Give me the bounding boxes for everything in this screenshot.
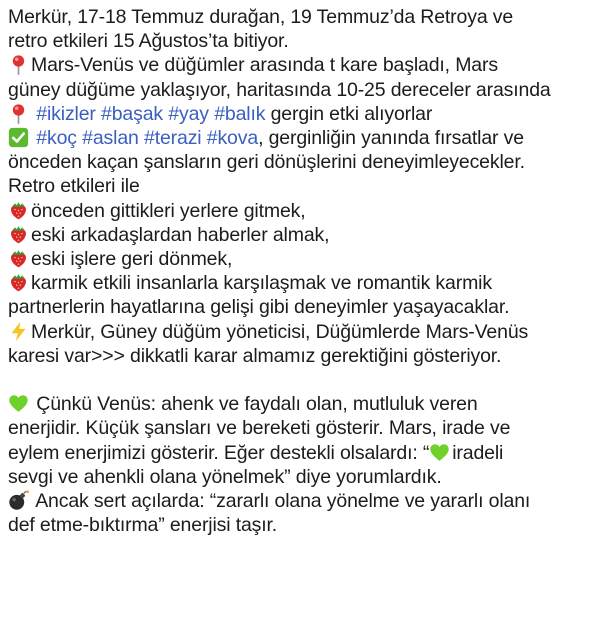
line-text: enerjidir. Küçük şansları ve bereketi gösterir. Mars, irade ve: [8, 417, 511, 440]
strawberry-icon: [8, 248, 29, 269]
post-line: [8, 465, 599, 489]
line-text: Ancak sert açılarda: “zararlı olana yönelme ve yararlı olanı: [35, 490, 531, 513]
blank-line: [8, 368, 599, 392]
line-text: Mars-Venüs ve düğümler arasında t kare başladı, Mars: [31, 54, 498, 77]
post-line: [8, 53, 599, 77]
post-line: [8, 174, 599, 198]
post-line: [8, 102, 599, 126]
line-text: , gerginliğin yanında fırsatlar ve: [258, 127, 524, 150]
strawberry-icon: [8, 272, 29, 293]
hashtag-link[interactable]: #ikizler: [36, 102, 96, 125]
line-text: Retro etkileri ile: [8, 175, 140, 198]
line-text: önceden kaçan şansların geri dönüşlerini deneyimleyecekler.: [8, 151, 525, 174]
post-line: [8, 5, 599, 29]
hashtag-link[interactable]: #balık: [214, 102, 266, 125]
post-line: [8, 344, 599, 368]
line-text: retro etkileri 15 Ağustos’ta bitiyor.: [8, 30, 289, 53]
high-voltage-icon: [8, 321, 29, 342]
post-line: [8, 295, 599, 319]
green-heart-icon: [8, 393, 29, 414]
post-line: [8, 126, 599, 150]
post-line: [8, 223, 599, 247]
line-text: Merkür, Güney düğüm yöneticisi, Düğümlerde Mars-Venüs: [31, 320, 529, 343]
hashtag-link[interactable]: #kova: [206, 127, 259, 150]
line-text: eski işlere geri dönmek,: [31, 248, 233, 271]
line-text: Merkür, 17-18 Temmuz durağan, 19 Temmuz’da Retroya ve: [8, 6, 514, 28]
hashtag-link[interactable]: #yay: [168, 102, 209, 125]
post-line: [8, 199, 599, 223]
post-line: [8, 29, 599, 53]
line-text: eski arkadaşlardan haberler almak,: [31, 223, 330, 246]
post-line: [8, 489, 599, 513]
strawberry-icon: [8, 224, 29, 245]
line-text: def etme-bıktırma” enerjisi taşır.: [8, 514, 278, 537]
post-line: [8, 150, 599, 174]
post-line: [8, 513, 599, 537]
line-text: karmik etkili insanlarla karşılaşmak ve romantik karmik: [31, 272, 492, 295]
line-text: güney düğüme yaklaşıyor, haritasında 10-25 dereceler arasında: [8, 78, 551, 101]
round-pushpin-icon: [8, 54, 29, 75]
post-line: [8, 320, 599, 344]
post-line: [8, 392, 599, 416]
line-text: önceden gittikleri yerlere gitmek,: [31, 199, 306, 222]
line-text: sevgi ve ahenkli olana yönelmek” diye yorumlardık.: [8, 465, 442, 488]
hashtag-link[interactable]: #başak: [101, 102, 164, 125]
line-text: karesi var>>> dikkatli karar almamız gerektiğini gösteriyor.: [8, 344, 502, 367]
line-text: gergin etki alıyorlar: [270, 102, 433, 125]
line-text: iradeli: [452, 441, 504, 464]
round-pushpin-icon: [8, 103, 29, 124]
green-heart-icon: [429, 442, 450, 463]
post-line: [8, 271, 599, 295]
post-line: [8, 441, 599, 465]
hashtag-link[interactable]: #terazi: [144, 127, 202, 150]
bomb-icon: [8, 490, 29, 511]
line-text: Çünkü Venüs: ahenk ve faydalı olan, mutluluk veren: [36, 393, 478, 416]
line-text: partnerlerin hayatlarına gelişi gibi deneyimler yaşayacaklar.: [8, 296, 510, 319]
strawberry-icon: [8, 200, 29, 221]
line-text: eylem enerjimizi gösterir. Eğer destekli olsalardı: “: [8, 441, 430, 464]
hashtag-link[interactable]: #aslan: [82, 127, 139, 150]
hashtag-link[interactable]: #koç: [36, 127, 77, 150]
post-line: [8, 247, 599, 271]
post-line: [8, 78, 599, 102]
check-mark-button-icon: [8, 127, 29, 148]
post-line: [8, 416, 599, 440]
